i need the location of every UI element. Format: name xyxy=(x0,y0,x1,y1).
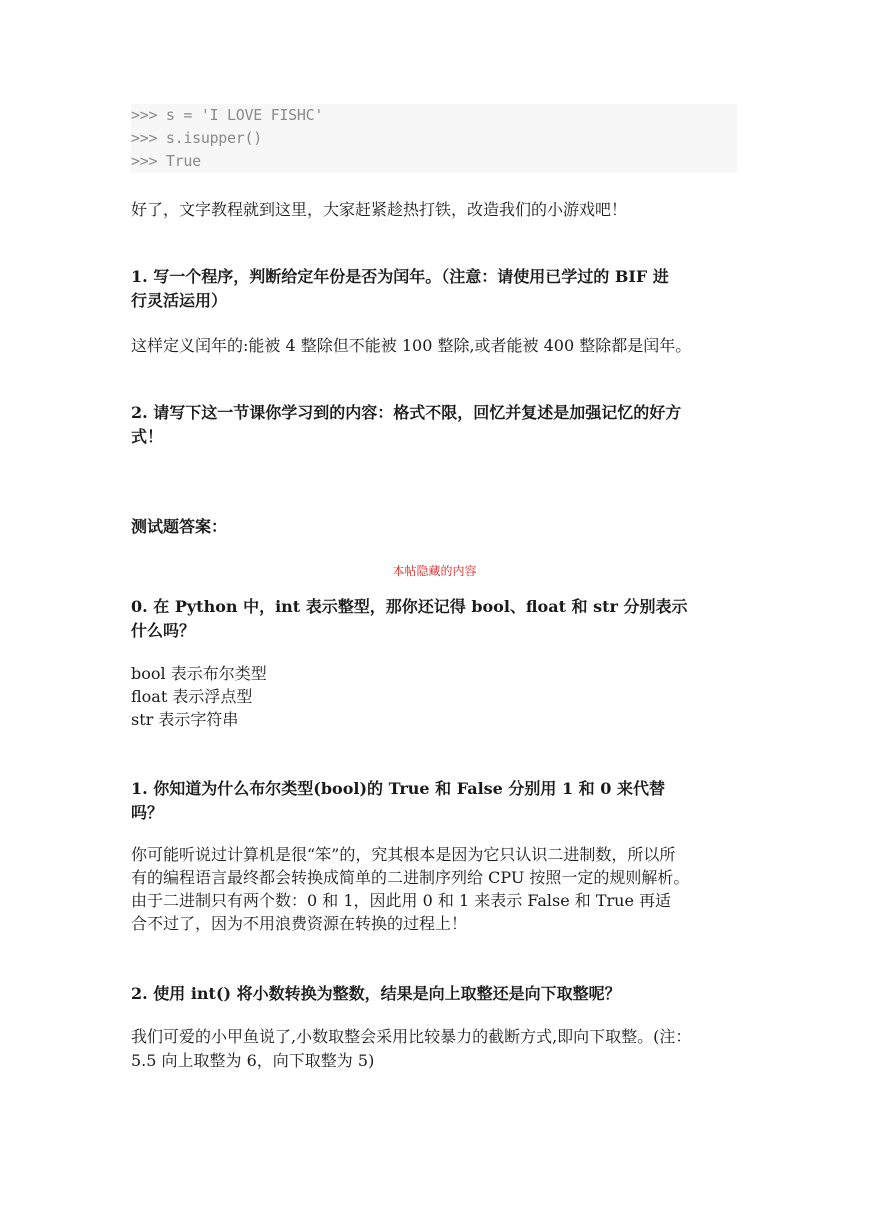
q0-answer-line: str 表示字符串 xyxy=(131,710,239,729)
q1-answer-line: 你可能听说过计算机是很“笨”的，究其根本是因为它只认识二进制数，所以所 xyxy=(131,845,676,864)
q1-title-line1: 1. 你知道为什么布尔类型(bool)的 True 和 False 分别用 1 和 0 来代替 xyxy=(131,779,665,798)
hidden-content-notice[interactable]: 本帖隐藏的内容 xyxy=(392,564,477,578)
q2-answer-line: 5.5 向上取整为 6，向下取整为 5) xyxy=(131,1051,375,1070)
code-line: >>> True xyxy=(131,152,201,170)
q1-answer-line: 合不过了，因为不用浪费资源在转换的过程上！ xyxy=(131,914,468,933)
code-line: >>> s = 'I LOVE FISHC' xyxy=(131,106,324,124)
task2-title-line1: 2. 请写下这一节课你学习到的内容：格式不限，回忆并复述是加强记忆的好方 xyxy=(131,403,682,422)
task2-title-line2: 式！ xyxy=(131,427,164,446)
q0-answer-line: float 表示浮点型 xyxy=(131,687,253,706)
q2-answer-line: 我们可爱的小甲鱼说了,小数取整会采用比较暴力的截断方式,即向下取整。(注： xyxy=(131,1027,692,1046)
q1-answer-line: 有的编程语言最终都会转换成简单的二进制序列给 CPU 按照一定的规则解析。 xyxy=(131,868,690,887)
task1-title-line1: 1. 写一个程序，判断给定年份是否为闰年。（注意：请使用已学过的 BIF 进 xyxy=(131,267,669,286)
task1-body: 这样定义闰年的:能被 4 整除但不能被 100 整除,或者能被 400 整除都是闰年。 xyxy=(131,336,692,355)
q0-answer-line: bool 表示布尔类型 xyxy=(131,664,267,683)
code-block xyxy=(131,104,737,173)
q2-title: 2. 使用 int() 将小数转换为整数，结果是向上取整还是向下取整呢？ xyxy=(131,984,621,1003)
q1-title-line2: 吗？ xyxy=(131,803,164,822)
q0-title-line1: 0. 在 Python 中，int 表示整型，那你还记得 bool、float 和 str 分别表示 xyxy=(131,597,688,616)
q0-title-line2: 什么吗？ xyxy=(131,621,196,640)
code-line: >>> s.isupper() xyxy=(131,129,262,147)
q1-answer-line: 由于二进制只有两个数：0 和 1，因此用 0 和 1 来表示 False 和 True 再适 xyxy=(131,891,672,910)
task1-title-line2: 行灵活运用） xyxy=(131,291,228,310)
intro-paragraph: 好了，文字教程就到这里，大家赶紧趁热打铁，改造我们的小游戏吧！ xyxy=(131,200,628,219)
answers-heading: 测试题答案： xyxy=(131,517,228,536)
